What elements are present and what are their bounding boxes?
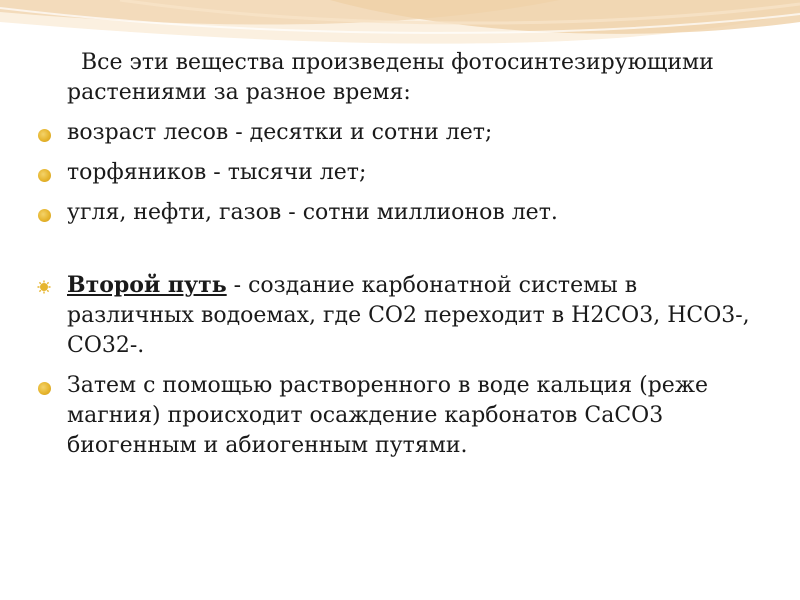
second-way-label: Второй путь (67, 272, 227, 298)
list-item-second-way (30, 270, 770, 361)
list-item-text: возраст лесов - десятки и сотни лет; (67, 120, 493, 145)
list-item-forests (30, 118, 770, 148)
list-item-peat (30, 158, 770, 188)
bullet-icon (38, 209, 51, 222)
bullet-icon (38, 169, 51, 182)
bullet-icon (38, 129, 51, 142)
intro-paragraph: Все эти вещества произведены фотосинтезирующими растениями за разное время: (67, 50, 714, 105)
list-item-text: угля, нефти, газов - сотни миллионов лет. (67, 200, 558, 225)
list-item-fossil-fuels (30, 198, 770, 228)
slide-content (30, 48, 770, 471)
list-item-precipitation (30, 371, 770, 461)
bullet-icon (38, 382, 51, 395)
list-item-text: торфяников - тысячи лет; (67, 160, 367, 185)
second-way-text: - создание карбонатной системы в различных водоемах, где СО2 переходит в Н2СО3, НСО3-, СО32-. (67, 273, 750, 358)
sun-bullet-icon (37, 280, 51, 294)
list-item-text: Затем с помощью растворенного в воде кальция (реже магния) происходит осаждение карбонатов СаСО3 биогенным и абиогенным путями. (67, 373, 709, 458)
